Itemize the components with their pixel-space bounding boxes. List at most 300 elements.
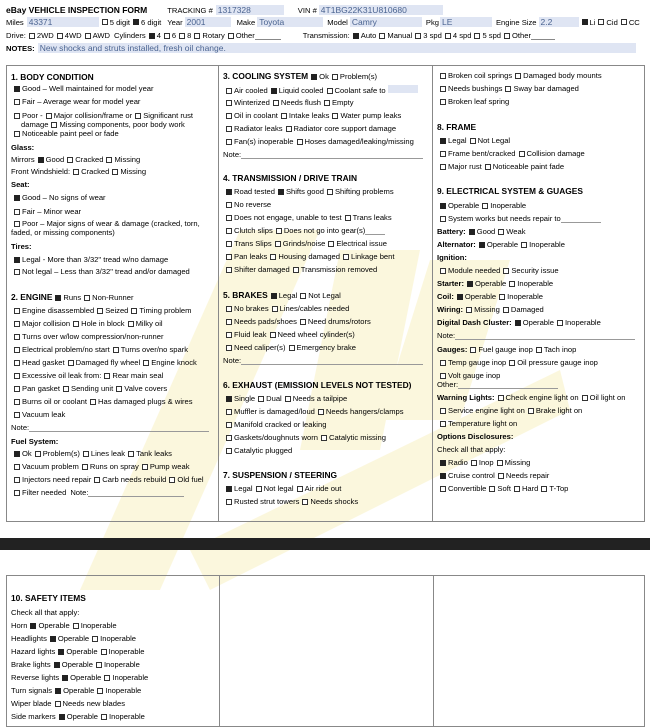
pkg-label: Pkg xyxy=(425,17,439,27)
cruise-repair-label: Needs repair xyxy=(505,471,550,480)
seat-good-label: Good – No signs of wear xyxy=(22,193,106,202)
checkbox-cruise-repair[interactable] xyxy=(498,473,504,479)
checkbox-drums-rotors[interactable] xyxy=(300,319,306,325)
runs-spray-label: Runs on spray xyxy=(89,462,139,471)
service-engine-label: Service engine light on xyxy=(448,406,525,415)
checkbox-needs-flush[interactable] xyxy=(273,100,279,106)
checkbox-sending-unit[interactable] xyxy=(63,386,69,392)
pump-weak-label: Pump weak xyxy=(149,462,190,471)
checkbox-manual[interactable] xyxy=(379,33,385,39)
checkbox-cruise[interactable] xyxy=(440,473,446,479)
checkbox-brakes-legal[interactable] xyxy=(271,293,277,299)
body-fair-label: Fair – Average wear for model year xyxy=(22,97,141,106)
emergency-label: Emergency brake xyxy=(296,343,357,352)
checkbox-li[interactable] xyxy=(582,19,588,25)
checkbox-coil-operable[interactable] xyxy=(457,294,463,300)
checkbox-brakes-notlegal[interactable] xyxy=(300,293,306,299)
elec-note-line[interactable] xyxy=(455,331,635,340)
linkage-bent-label: Linkage bent xyxy=(351,252,395,261)
checkbox-single[interactable] xyxy=(226,396,232,402)
checkbox-shifting-problems[interactable] xyxy=(327,189,333,195)
checkbox-5digit[interactable] xyxy=(102,19,108,25)
fuel-note-line[interactable] xyxy=(88,488,184,497)
form-header xyxy=(0,0,650,60)
markers-operable-label: Operable xyxy=(66,712,98,721)
checkbox-reverse-operable[interactable] xyxy=(62,675,68,681)
checkbox-turn-operable[interactable] xyxy=(55,688,61,694)
engine-size-label: Engine Size xyxy=(495,17,537,27)
checkbox-soft[interactable] xyxy=(489,486,495,492)
pan-gasket-label: Pan gasket xyxy=(22,384,60,393)
horn-operable-label: Operable xyxy=(38,621,70,630)
checkbox-engine-nonrunner[interactable] xyxy=(84,295,90,301)
checkbox-auto[interactable] xyxy=(353,33,359,39)
label-cc: CC xyxy=(628,17,640,27)
works-repair-line[interactable] xyxy=(561,214,601,223)
checkbox-oil-light[interactable] xyxy=(582,395,588,401)
checkbox-cyl8[interactable] xyxy=(179,33,185,39)
checkbox-seat-fair[interactable] xyxy=(14,209,20,215)
checkbox-hangers[interactable] xyxy=(318,409,324,415)
checkbox-markers-inoperable[interactable] xyxy=(101,714,107,720)
checkbox-shifter-damaged[interactable] xyxy=(226,267,232,273)
checkbox-liquid-cooled[interactable] xyxy=(271,88,277,94)
cooling-problems-label: Problem(s) xyxy=(339,72,378,81)
checkbox-seat-poor[interactable] xyxy=(14,221,20,227)
checkbox-engine-collision[interactable] xyxy=(14,321,20,327)
checkbox-linkage-bent[interactable] xyxy=(343,254,349,260)
checkbox-damaged-plugs[interactable] xyxy=(90,399,96,405)
checkbox-ttop[interactable] xyxy=(541,486,547,492)
label-5spd: 5 spd xyxy=(482,31,502,40)
not-gear-label: Does not go into gear(s) xyxy=(283,226,366,235)
checkbox-tailpipe[interactable] xyxy=(285,396,291,402)
checkbox-temp-gauge[interactable] xyxy=(440,360,446,366)
checkbox-engine-runs[interactable] xyxy=(55,295,61,301)
make-field[interactable]: Toyota xyxy=(257,17,323,27)
tires-legal-label: Legal - More than 3/32" tread w/no damage xyxy=(22,255,169,264)
checkbox-cooling-problems[interactable] xyxy=(332,74,338,80)
options-check-all: Check all that apply: xyxy=(437,445,506,454)
other-trans-line[interactable] xyxy=(531,31,555,40)
checkbox-other-cyl[interactable] xyxy=(228,33,234,39)
inspection-grid xyxy=(6,65,645,522)
checkbox-low-compression[interactable] xyxy=(14,334,20,340)
checkbox-cooling-ok[interactable] xyxy=(311,74,317,80)
starter-inoperable-label: Inoperable xyxy=(517,279,554,288)
broken-coil-label: Broken coil springs xyxy=(448,71,513,80)
checkbox-air-cooled[interactable] xyxy=(226,88,232,94)
checkbox-pan-gasket[interactable] xyxy=(14,386,20,392)
checkbox-tires-legal[interactable] xyxy=(14,257,20,263)
checkbox-dash-operable[interactable] xyxy=(515,320,521,326)
checkbox-carb[interactable] xyxy=(94,477,100,483)
rusted-towers-label: Rusted strut towers xyxy=(234,497,300,506)
checkbox-road-tested[interactable] xyxy=(226,189,232,195)
checkbox-electrical-issue[interactable] xyxy=(328,241,334,247)
checkbox-hazard-operable[interactable] xyxy=(58,649,64,655)
checkbox-volt-gauge[interactable] xyxy=(440,373,446,379)
brakes-note-label: Note: xyxy=(223,356,242,365)
brake-lights-operable-label: Operable xyxy=(61,660,93,669)
checkbox-temp-indicator[interactable] xyxy=(440,421,446,427)
fuel-problems-label: Problem(s) xyxy=(42,449,80,458)
checkbox-susp-notlegal[interactable] xyxy=(256,486,262,492)
checkbox-valve-covers[interactable] xyxy=(116,386,122,392)
shifts-good-label: Shifts good xyxy=(285,187,324,196)
checkbox-hoses[interactable] xyxy=(297,139,303,145)
mirrors-good-label: Good xyxy=(45,155,65,164)
turn-inoperable-label: Inoperable xyxy=(105,686,142,695)
checkbox-rusted-towers[interactable] xyxy=(226,499,232,505)
checkbox-markers-operable[interactable] xyxy=(59,714,65,720)
battery-good-label: Good xyxy=(476,227,496,236)
old-fuel-label: Old fuel xyxy=(177,475,204,484)
checkbox-emergency[interactable] xyxy=(289,345,295,351)
checkbox-collision-damage[interactable] xyxy=(519,151,525,157)
page-separator xyxy=(0,538,650,550)
checkbox-starter-inoperable[interactable] xyxy=(509,281,515,287)
checkbox-radiator-leaks[interactable] xyxy=(226,126,232,132)
gauges-other-line[interactable] xyxy=(458,380,558,389)
checkbox-starter-operable[interactable] xyxy=(467,281,473,287)
oil-leak-label: Excessive oil leak from: xyxy=(22,371,102,380)
checkbox-paint-fade[interactable] xyxy=(485,164,491,170)
new-blades-label: Needs new blades xyxy=(62,699,126,708)
not-gear-line[interactable] xyxy=(365,226,385,235)
checkbox-significant-rust[interactable] xyxy=(135,113,141,119)
model-field[interactable]: Camry xyxy=(350,17,422,27)
checkbox-fuel-problems[interactable] xyxy=(35,451,41,457)
seat-label: Seat: xyxy=(11,180,30,189)
checkbox-filter[interactable] xyxy=(14,490,20,496)
checkbox-cyl4[interactable] xyxy=(149,33,155,39)
missing-components-label: Missing components, poor body work xyxy=(59,120,185,129)
checkbox-caliper[interactable] xyxy=(226,345,232,351)
trans-leaks-label: Trans leaks xyxy=(352,213,392,222)
checkbox-3spd[interactable] xyxy=(415,33,421,39)
label-cyl4: 4 xyxy=(156,31,161,40)
checkbox-not-gear[interactable] xyxy=(276,228,282,234)
elec-operable-label: Operable xyxy=(448,201,480,210)
cruise-label: Cruise control xyxy=(448,471,495,480)
checkbox-dash-inoperable[interactable] xyxy=(557,320,563,326)
notes-field[interactable]: New shocks and struts installed, fresh oil change. xyxy=(38,43,636,53)
tracking-field[interactable]: 1317328 xyxy=(216,5,284,15)
checkbox-windshield-missing[interactable] xyxy=(112,169,118,175)
checkbox-pump-weak[interactable] xyxy=(142,464,148,470)
significant-rust-label: Significant rust xyxy=(143,111,193,120)
checkbox-body-mounts[interactable] xyxy=(515,73,521,79)
checkbox-other-trans[interactable] xyxy=(504,33,510,39)
checkbox-4spd[interactable] xyxy=(445,33,451,39)
checkbox-timing[interactable] xyxy=(131,308,137,314)
checkbox-4wd[interactable] xyxy=(57,33,63,39)
checkbox-flywheel[interactable] xyxy=(68,360,74,366)
ttop-label: T-Top xyxy=(549,484,569,493)
elec-note-label: Note: xyxy=(437,331,456,340)
housing-damaged-label: Housing damaged xyxy=(278,252,340,261)
engine-nonrunner-label: Non-Runner xyxy=(92,293,134,302)
checkbox-coil-inoperable[interactable] xyxy=(499,294,505,300)
checkbox-tires-notlegal[interactable] xyxy=(14,269,20,275)
ignition-label: Ignition: xyxy=(437,253,467,262)
checkbox-cc[interactable] xyxy=(621,19,627,25)
checkbox-6digit[interactable] xyxy=(133,19,139,25)
vacuum-problem-label: Vacuum problem xyxy=(22,462,79,471)
checkbox-oil-leak[interactable] xyxy=(14,373,20,379)
checkbox-disassembled[interactable] xyxy=(14,308,20,314)
checkbox-oil-coolant[interactable] xyxy=(226,113,232,119)
checkbox-wiring-damaged[interactable] xyxy=(503,307,509,313)
checkbox-manifold[interactable] xyxy=(226,422,232,428)
hard-label: Hard xyxy=(521,484,539,493)
alt-inoperable-label: Inoperable xyxy=(529,240,565,249)
empty-label: Empty xyxy=(331,98,354,107)
checkbox-clutch-slips[interactable] xyxy=(226,228,232,234)
checkbox-water-pump[interactable] xyxy=(332,113,338,119)
checkbox-fuel-gauge[interactable] xyxy=(470,347,476,353)
checkbox-intake-leaks[interactable] xyxy=(281,113,287,119)
checkbox-battery-good[interactable] xyxy=(469,229,475,235)
checkbox-hole-block[interactable] xyxy=(73,321,79,327)
knock-label: Engine knock xyxy=(151,358,197,367)
frame-notlegal-label: Not Legal xyxy=(477,136,511,145)
checkbox-knock[interactable] xyxy=(143,360,149,366)
gauges-label: Gauges: xyxy=(437,345,468,354)
checkbox-bushings[interactable] xyxy=(440,86,446,92)
oil-pressure-label: Oil pressure gauge inop xyxy=(517,358,598,367)
checkbox-frame-notlegal[interactable] xyxy=(470,138,476,144)
label-2wd: 2WD xyxy=(36,31,54,40)
checkbox-dual[interactable] xyxy=(258,396,264,402)
checkbox-reverse-inoperable[interactable] xyxy=(104,675,110,681)
checkbox-catalytic-missing[interactable] xyxy=(321,435,327,441)
year-label: Year xyxy=(167,17,183,27)
checkbox-missing-components[interactable] xyxy=(51,122,57,128)
checkbox-coolant-safe[interactable] xyxy=(327,88,333,94)
checkbox-pan-leaks[interactable] xyxy=(226,254,232,260)
checkbox-broken-leaf[interactable] xyxy=(440,99,446,105)
label-auto: Auto xyxy=(360,31,377,40)
checkbox-rotary[interactable] xyxy=(194,33,200,39)
checkbox-wiring-missing[interactable] xyxy=(466,307,472,313)
checkbox-brake-lights-inoperable[interactable] xyxy=(96,662,102,668)
checkbox-muffler[interactable] xyxy=(226,409,232,415)
susp-notlegal-label: Not legal xyxy=(263,484,294,493)
checkbox-horn-inoperable[interactable] xyxy=(73,623,79,629)
checkbox-alt-operable[interactable] xyxy=(479,242,485,248)
checkbox-burns-oil[interactable] xyxy=(14,399,20,405)
checkbox-mirrors-missing[interactable] xyxy=(106,157,112,163)
checkbox-no-spark[interactable] xyxy=(113,347,119,353)
checkbox-hard[interactable] xyxy=(514,486,520,492)
checkbox-lines-cables[interactable] xyxy=(272,306,278,312)
headlights-inoperable-label: Inoperable xyxy=(100,634,137,643)
checkbox-catalytic-plugged[interactable] xyxy=(226,448,232,454)
checkbox-trans-slips[interactable] xyxy=(226,241,232,247)
checkbox-elec-inoperable[interactable] xyxy=(482,203,488,209)
checkbox-security[interactable] xyxy=(503,268,509,274)
checkbox-works-repair[interactable] xyxy=(440,216,446,222)
checkbox-injectors[interactable] xyxy=(14,477,20,483)
checkbox-milky-oil[interactable] xyxy=(128,321,134,327)
checkbox-radio[interactable] xyxy=(440,460,446,466)
checkbox-wheel-cyl[interactable] xyxy=(270,332,276,338)
checkbox-cid[interactable] xyxy=(598,19,604,25)
checkbox-alt-inoperable[interactable] xyxy=(521,242,527,248)
checkbox-oil-pressure[interactable] xyxy=(509,360,515,366)
sway-bar-label: Sway bar damaged xyxy=(513,84,579,93)
not-engage-label: Does not engage, unable to test xyxy=(234,213,342,222)
lines-cables-label: Lines/cables needed xyxy=(279,304,350,313)
lines-leak-label: Lines leak xyxy=(90,449,126,458)
radiator-leaks-label: Radiator leaks xyxy=(234,124,283,133)
checkbox-radio-inop[interactable] xyxy=(471,460,477,466)
low-compression-label: Turns over w/low compression/non-runner xyxy=(22,332,164,341)
checkbox-horn-operable[interactable] xyxy=(30,623,36,629)
caliper-label: Need caliper(s) xyxy=(234,343,286,352)
checkbox-service-engine[interactable] xyxy=(440,408,446,414)
brakes-legal-label: Legal xyxy=(278,291,298,300)
windshield-label: Front Windshield: xyxy=(11,167,71,176)
checkbox-cyl6[interactable] xyxy=(164,33,170,39)
form-title: eBay VEHICLE INSPECTION FORM xyxy=(6,5,148,15)
electrical-nostart-label: Electrical problem/no start xyxy=(22,345,110,354)
checkbox-radio-missing[interactable] xyxy=(497,460,503,466)
coolant-safe-field[interactable] xyxy=(388,85,418,93)
checkbox-grinds[interactable] xyxy=(275,241,281,247)
checkbox-body-poor[interactable] xyxy=(14,113,20,119)
empty-column-2 xyxy=(219,576,434,726)
checkbox-elec-operable[interactable] xyxy=(440,203,446,209)
checkbox-new-blades[interactable] xyxy=(55,701,61,707)
checkbox-vacuum-leak[interactable] xyxy=(14,412,20,418)
checkbox-housing-damaged[interactable] xyxy=(270,254,276,260)
pkg-field[interactable]: LE xyxy=(440,17,492,27)
checkbox-pads-shoes[interactable] xyxy=(226,319,232,325)
checkbox-major-rust[interactable] xyxy=(440,164,446,170)
tracking-label: TRACKING # xyxy=(167,5,213,15)
checkbox-frame-legal[interactable] xyxy=(440,138,446,144)
checkbox-5spd[interactable] xyxy=(474,33,480,39)
checkbox-no-brakes[interactable] xyxy=(226,306,232,312)
checkbox-broken-coil[interactable] xyxy=(440,73,446,79)
checkbox-runs-spray[interactable] xyxy=(82,464,88,470)
checkbox-vacuum-problem[interactable] xyxy=(14,464,20,470)
checkbox-lines-leak[interactable] xyxy=(83,451,89,457)
drums-rotors-label: Need drums/rotors xyxy=(307,317,371,326)
checkbox-fans[interactable] xyxy=(226,139,232,145)
checkbox-check-engine[interactable] xyxy=(498,395,504,401)
works-repair-label: System works but needs repair to xyxy=(448,214,561,223)
checkbox-fluid-leak[interactable] xyxy=(226,332,232,338)
checkbox-body-fair[interactable] xyxy=(14,99,20,105)
checkbox-tach[interactable] xyxy=(536,347,542,353)
checkbox-seat-good[interactable] xyxy=(14,195,20,201)
checkbox-turn-inoperable[interactable] xyxy=(97,688,103,694)
checkbox-radiator-core[interactable] xyxy=(286,126,292,132)
checkbox-mirrors-cracked[interactable] xyxy=(67,157,73,163)
checkbox-empty[interactable] xyxy=(324,100,330,106)
cooling-note-label: Note: xyxy=(223,150,242,159)
checkbox-2wd[interactable] xyxy=(29,33,35,39)
checkbox-rear-main[interactable] xyxy=(104,373,110,379)
checkbox-tank-leaks[interactable] xyxy=(128,451,134,457)
checkbox-air-ride[interactable] xyxy=(297,486,303,492)
checkbox-needs-shocks[interactable] xyxy=(302,499,308,505)
body-poor-label: Poor - xyxy=(22,111,43,120)
fuel-system-label: Fuel System: xyxy=(11,437,59,446)
label-3spd: 3 spd xyxy=(423,31,442,40)
checkbox-convertible[interactable] xyxy=(440,486,446,492)
trans-removed-label: Transmission removed xyxy=(300,265,378,274)
coil-label: Coil: xyxy=(437,292,454,301)
single-label: Single xyxy=(234,394,256,403)
checkbox-electrical-nostart[interactable] xyxy=(14,347,20,353)
checkbox-body-good[interactable] xyxy=(14,86,20,92)
checkbox-not-engage[interactable] xyxy=(226,215,232,221)
damaged-plugs-label: Has damaged plugs & wires xyxy=(98,397,193,406)
oil-coolant-label: Oil in coolant xyxy=(234,111,278,120)
tires-notlegal-label: Not legal – Less than 3/32" tread and/or damaged xyxy=(22,267,190,276)
miles-label: Miles xyxy=(6,17,24,27)
checkbox-seized[interactable] xyxy=(97,308,103,314)
checkbox-paint-peel[interactable] xyxy=(14,131,20,137)
label-cid: Cid xyxy=(606,17,618,27)
checkbox-brake-lights-operable[interactable] xyxy=(54,662,60,668)
checkbox-frame-bent[interactable] xyxy=(440,151,446,157)
checkbox-sway-bar[interactable] xyxy=(505,86,511,92)
checkbox-trans-removed[interactable] xyxy=(293,267,299,273)
checkbox-old-fuel[interactable] xyxy=(169,477,175,483)
liquid-cooled-label: Liquid cooled xyxy=(278,86,324,94)
checkbox-head-gasket[interactable] xyxy=(14,360,20,366)
checkbox-no-reverse[interactable] xyxy=(226,202,232,208)
checkbox-trans-leaks[interactable] xyxy=(345,215,351,221)
vin-field[interactable]: 4T1BG22K31U810680 xyxy=(319,5,443,15)
brakes-note-line[interactable] xyxy=(241,356,423,365)
miles-field[interactable]: 43371 xyxy=(27,17,99,27)
checkbox-fuel-ok[interactable] xyxy=(14,451,20,457)
checkbox-module[interactable] xyxy=(440,268,446,274)
checkbox-headlights-inoperable[interactable] xyxy=(92,636,98,642)
checkbox-shifts-good[interactable] xyxy=(278,189,284,195)
year-field[interactable]: 2001 xyxy=(185,17,231,27)
checkbox-winterized[interactable] xyxy=(226,100,232,106)
checkbox-brake-light[interactable] xyxy=(528,408,534,414)
checkbox-gaskets[interactable] xyxy=(226,435,232,441)
cooling-note-line[interactable] xyxy=(241,150,423,159)
checkbox-windshield-cracked[interactable] xyxy=(73,169,79,175)
engine-note-line[interactable] xyxy=(29,423,209,432)
checkbox-awd[interactable] xyxy=(85,33,91,39)
other-cyl-line[interactable] xyxy=(255,31,281,40)
checkbox-susp-legal[interactable] xyxy=(226,486,232,492)
disassembled-label: Engine disassembled xyxy=(22,306,95,315)
checkbox-major-collision[interactable] xyxy=(46,113,52,119)
wiring-label: Wiring: xyxy=(437,305,464,314)
engine-size-field[interactable]: 2.2 xyxy=(539,17,579,27)
checkbox-hazard-inoperable[interactable] xyxy=(101,649,107,655)
checkbox-headlights-operable[interactable] xyxy=(50,636,56,642)
checkbox-battery-weak[interactable] xyxy=(498,229,504,235)
transmission-label: Transmission: xyxy=(302,31,350,40)
intake-leaks-label: Intake leaks xyxy=(288,111,330,120)
valve-covers-label: Valve covers xyxy=(124,384,168,393)
checkbox-mirrors-good[interactable] xyxy=(38,157,44,163)
pads-shoes-label: Needs pads/shoes xyxy=(234,317,297,326)
